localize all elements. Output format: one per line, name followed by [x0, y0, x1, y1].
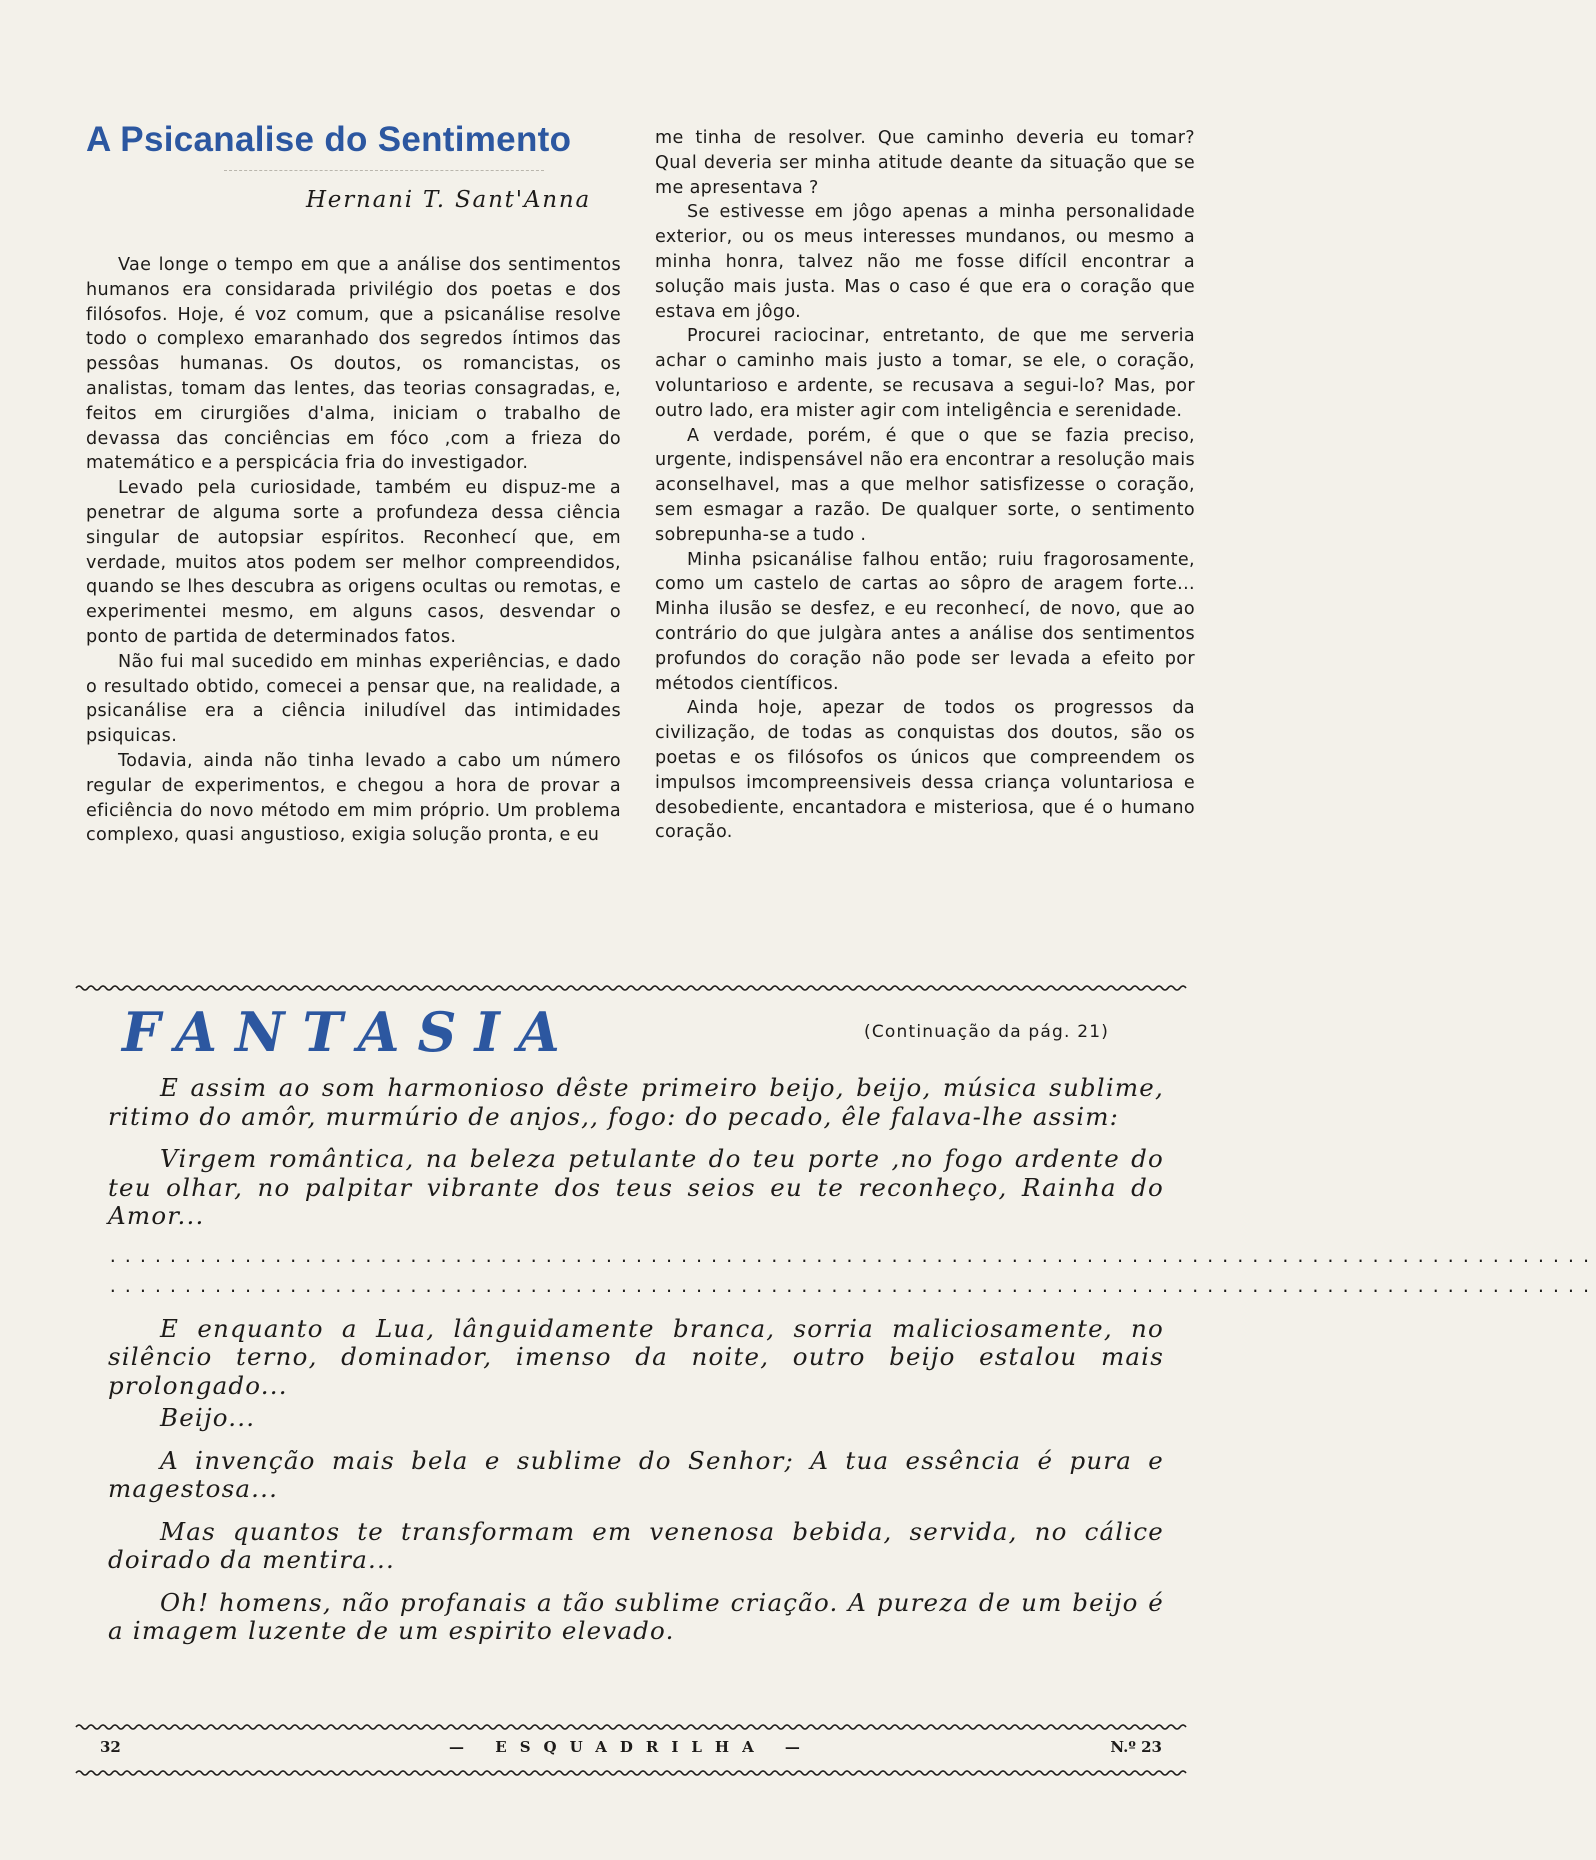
article-paragraph: Vae longe o tempo em que a análise dos sentimentos humanos era considarada privilégio dos poetas e dos filósofos. Hoje, é voz comum, que a psicanálise resolve todo o complexo emaranhado dos segredos íntimos das pessôas humanas. Os doutos, os romancistas, os analistas, tomam das lentes, das teorias consagradas, e, feitos em cirurgiões d'alma, iniciam o trabalho de devassa das conciências em fóco ,com a frieza do matemático e a perspicácia fria do investigador. — [86, 255, 621, 474]
wavy-divider — [76, 983, 1186, 993]
fantasia-paragraph: Virgem romântica, na beleza petulante do teu porte ,no fogo ardente do teu olhar, no palpitar vibrante dos teus seios eu te reconheço, Rainha do Amor... — [108, 1144, 1164, 1230]
page-number: 32 — [100, 1738, 121, 1756]
article-paragraph: Minha psicanálise falhou então; ruiu fragorosamente, como um castelo de cartas ao sôpro de aragem forte... Minha ilusão se desfez, e eu reconhecí, de novo, que ao contrário do que julgàra antes a análise dos sentimentos profundos do coração não pode ser levada a efeito por métodos científicos. — [655, 549, 1195, 694]
fantasia-paragraph: Mas quantos te transformam em venenosa bebida, servida, no cálice doirado da mentira... — [108, 1516, 1164, 1574]
title-divider — [224, 170, 544, 171]
article-paragraph: me tinha de resolver. Que caminho deveria eu tomar? Qual deveria ser minha atitude deante da situação que se me apresentava ? — [655, 128, 1195, 198]
fantasia-paragraph: A invenção mais bela e sublime do Senhor; A tua essência é pura e magestosa... — [108, 1445, 1164, 1503]
article-paragraph: Se estivesse em jôgo apenas a minha personalidade exterior, ou os meus interesses mundanos, ou mesmo a minha honra, talvez não me fosse difícil encontrar a solução mais justa. Mas o caso é que era o coração que estava em jôgo. — [655, 202, 1195, 322]
ellipsis-line: ................................................................................................... — [108, 1246, 1596, 1266]
page-footer — [100, 1738, 1162, 1762]
fantasia-paragraph: Oh! homens, não profanais a tão sublime criação. A pureza de um beijo é a imagem luzente de um espirito elevado. — [108, 1587, 1164, 1645]
wavy-divider — [76, 1768, 1186, 1778]
ellipsis-line: ................................................................................................... — [108, 1276, 1596, 1296]
fantasia-paragraph: Beijo... — [160, 1403, 256, 1432]
article-left-column — [86, 120, 621, 848]
article-paragraph: Procurei raciocinar, entretanto, de que me serveria achar o caminho mais justo a tomar, se ele, o coração, voluntarioso e ardente, se recusava a segui-lo? Mas, por outro lado, era mister agir com inteligência e serenidade. — [655, 326, 1195, 421]
fantasia-title: FANTASIA — [122, 1000, 578, 1064]
article-paragraph: Levado pela curiosidade, também eu dispuz-me a penetrar de alguma sorte a profundeza dessa ciência singular de autopsiar espíritos. Reconhecí que, em verdade, muitos atos podem ser melhor compreendidos, quando se lhes descubra as origens ocultas ou remotas, e experimentei mesmo, em alguns casos, desvendar o ponto de partida de determinados fatos. — [86, 478, 621, 647]
continuation-note: (Continuação da pág. 21) — [864, 1022, 1110, 1042]
article-title: A Psicanalise do Sentimento — [86, 120, 572, 159]
article-paragraph: Ainda hoje, apezar de todos os progressos da civilização, de todas as conquistas dos doutos, são os poetas e os filósofos os únicos que compreendem os impulsos imcompreensiveis dessa criança voluntariosa e desobediente, encantadora e misteriosa, que é o humano coração. — [655, 698, 1195, 843]
fantasia-paragraph: E assim ao som harmonioso dêste primeiro beijo, beijo, música sublime, ritimo do amôr, murmúrio de anjos,, fogo: do pecado, êle falava-lhe assim: — [108, 1073, 1164, 1131]
article-paragraph: Todavia, ainda não tinha levado a cabo um número regular de experimentos, e chegou a hora de provar a eficiência do novo método em mim próprio. Um problema complexo, quasi angustioso, exigia solução pronta, e eu — [86, 750, 621, 846]
issue-number: N.º 23 — [1110, 1738, 1162, 1756]
fantasia-body — [108, 1073, 1596, 1660]
magazine-name: — ESQUADRILHA — — [449, 1738, 813, 1756]
wavy-divider — [76, 1722, 1186, 1732]
article-author: Hernani T. Sant'Anna — [305, 187, 591, 213]
article-right-column — [655, 126, 1195, 845]
fantasia-paragraph: E enquanto a Lua, lânguidamente branca, sorria maliciosamente, no silêncio terno, dominador, imenso da noite, outro beijo estalou mais prolongado... — [108, 1313, 1164, 1400]
article-paragraph: Não fui mal sucedido em minhas experiências, e dado o resultado obtido, comecei a pensar que, na realidade, a psicanálise era a ciência iniludível das intimidades psiquicas. — [86, 651, 621, 747]
article-paragraph: A verdade, porém, é que o que se fazia preciso, urgente, indispensável não era encontrar a resolução mais aconselhavel, mas a que melhor satisfizesse o coração, sem esmagar a razão. De qualquer sorte, o sentimento sobrepunha-se a tudo . — [655, 425, 1195, 545]
